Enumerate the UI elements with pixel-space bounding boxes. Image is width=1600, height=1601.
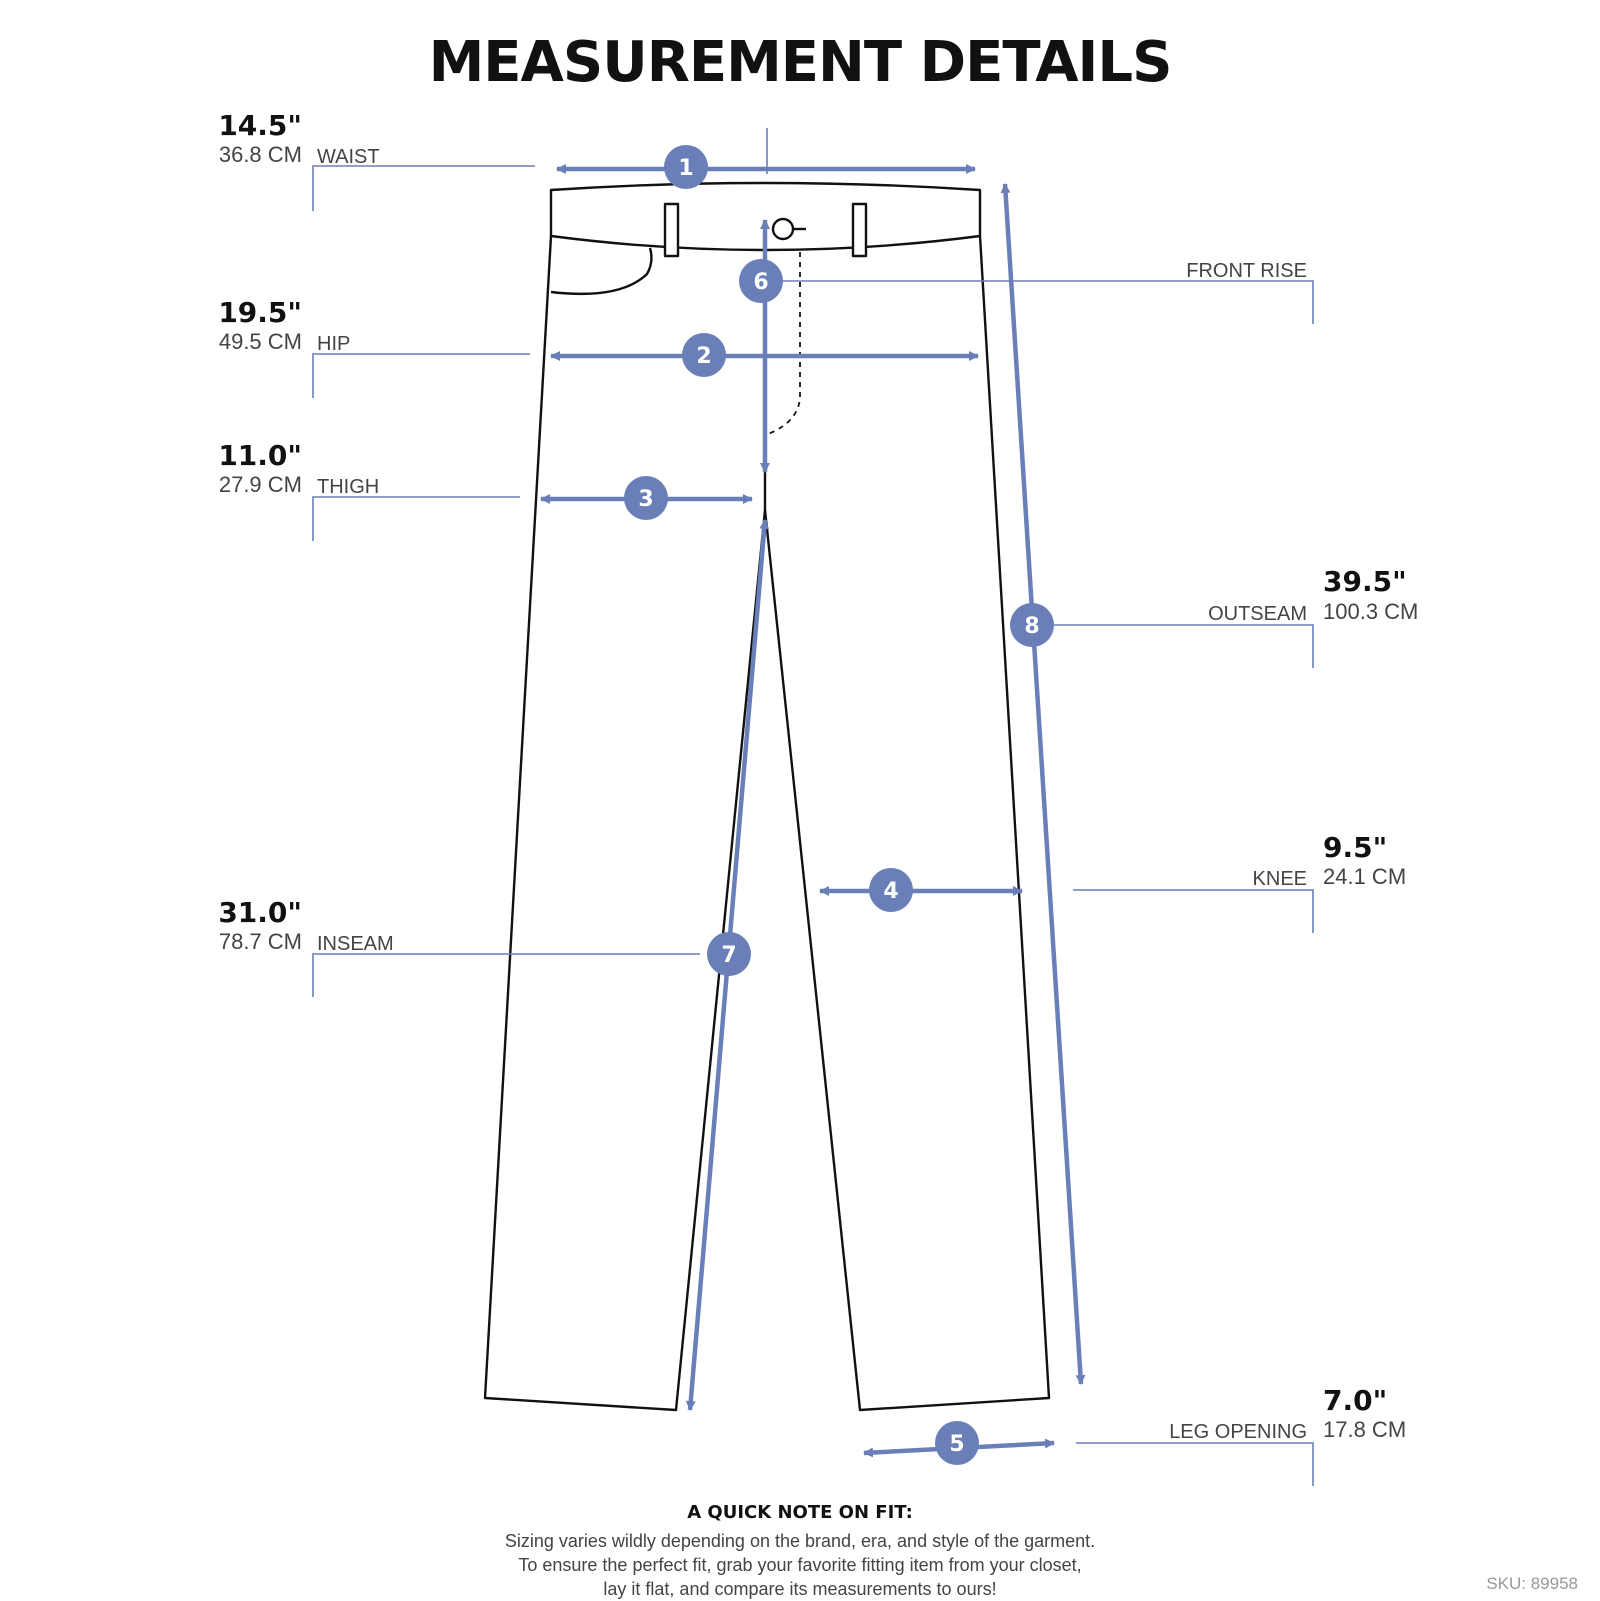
badge-7 (707, 932, 751, 976)
svg-text:1: 1 (678, 156, 694, 181)
svg-text:11.0": 11.0" (218, 439, 302, 472)
inseam-measurement (218, 896, 393, 955)
fit-note-line: lay it flat, and compare its measurements to ours! (603, 1579, 997, 1599)
hip-measurement (218, 296, 350, 355)
fit-note-body (400, 1529, 1200, 1601)
svg-text:6: 6 (753, 270, 769, 295)
svg-text:8: 8 (1024, 614, 1040, 639)
svg-text:7: 7 (721, 943, 737, 968)
fit-note-line: To ensure the perfect fit, grab your favorite fitting item from your closet, (518, 1555, 1082, 1575)
fit-note-title: A QUICK NOTE ON FIT: (687, 1502, 913, 1523)
svg-text:4: 4 (883, 879, 899, 904)
svg-text:36.8 CM: 36.8 CM (218, 142, 302, 167)
sku-label: SKU: 89958 (1486, 1574, 1578, 1593)
svg-text:39.5": 39.5" (1323, 565, 1407, 598)
belt-loop-left (665, 204, 678, 256)
svg-text:KNEE: KNEE (1252, 868, 1307, 890)
front-pocket (551, 248, 651, 294)
svg-text:OUTSEAM: OUTSEAM (1208, 603, 1307, 625)
svg-text:THIGH: THIGH (317, 476, 380, 498)
left-leg (485, 236, 765, 1410)
svg-text:17.8 CM: 17.8 CM (1323, 1417, 1407, 1442)
svg-text:78.7 CM: 78.7 CM (218, 929, 302, 954)
svg-text:19.5": 19.5" (218, 296, 302, 329)
badge-8 (1010, 603, 1054, 647)
svg-text:14.5": 14.5" (218, 109, 302, 142)
svg-text:9.5": 9.5" (1323, 831, 1388, 864)
svg-text:INSEAM: INSEAM (317, 933, 394, 955)
svg-text:FRONT RISE: FRONT RISE (1186, 260, 1307, 282)
badge-5 (935, 1421, 979, 1465)
leg-opening-measurement (1169, 1384, 1406, 1443)
leader-lines (313, 128, 1313, 1486)
measurement-badges (624, 145, 1054, 1465)
svg-text:LEG OPENING: LEG OPENING (1169, 1421, 1307, 1443)
button-icon (773, 219, 793, 239)
svg-text:24.1 CM: 24.1 CM (1323, 864, 1407, 889)
page-title: MEASUREMENT DETAILS (428, 30, 1172, 95)
fit-note (400, 1502, 1200, 1601)
svg-text:5: 5 (949, 1432, 965, 1457)
svg-text:100.3 CM: 100.3 CM (1323, 599, 1419, 624)
badge-2 (682, 333, 726, 377)
measurement-arrows (541, 169, 1081, 1453)
svg-text:WAIST: WAIST (317, 146, 380, 168)
badge-1 (664, 145, 708, 189)
waist-measurement (218, 109, 379, 168)
badge-4 (869, 868, 913, 912)
svg-text:31.0": 31.0" (218, 896, 302, 929)
belt-loop-right (853, 204, 866, 256)
outseam-arrow (1005, 184, 1081, 1384)
svg-text:7.0": 7.0" (1323, 1384, 1388, 1417)
svg-text:49.5 CM: 49.5 CM (218, 329, 302, 354)
badge-6 (739, 259, 783, 303)
svg-text:27.9 CM: 27.9 CM (218, 472, 302, 497)
fit-note-line: Sizing varies wildly depending on the brand, era, and style of the garment. (504, 1531, 1096, 1551)
svg-text:HIP: HIP (317, 333, 351, 355)
knee-measurement (1253, 831, 1407, 890)
outseam-measurement (1208, 565, 1418, 625)
front-rise-measurement (1186, 260, 1307, 282)
thigh-measurement (218, 439, 379, 498)
right-leg (765, 236, 1049, 1410)
svg-text:2: 2 (696, 344, 712, 369)
svg-text:3: 3 (638, 487, 654, 512)
badge-3 (624, 476, 668, 520)
